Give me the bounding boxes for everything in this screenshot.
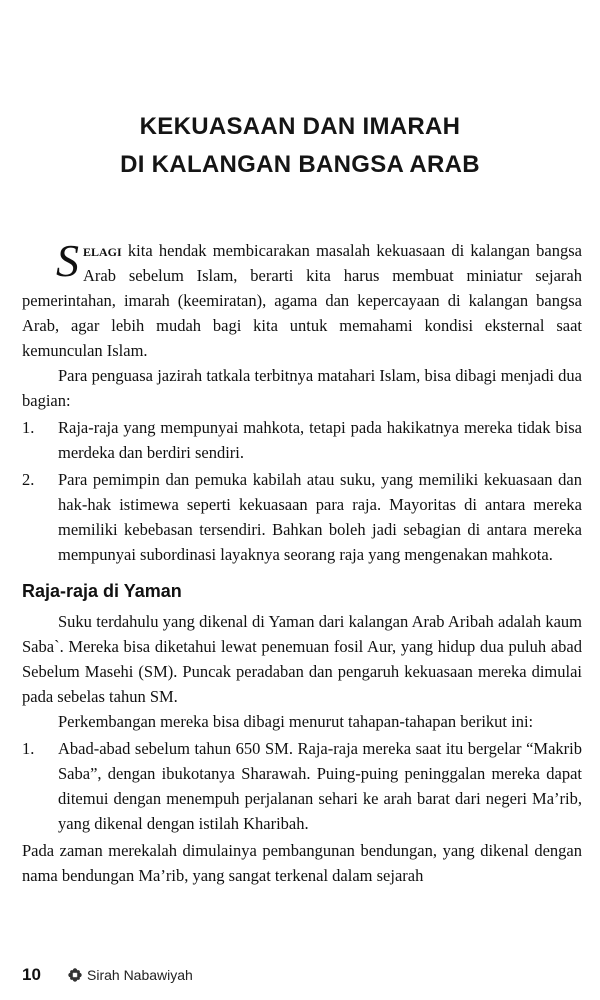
lead-word: elagi	[83, 241, 122, 260]
list-text: Para pemimpin dan pemuka kabilah atau suku, yang memiliki kekuasaan dan hak-hak istimewa seperti kekuasaan para raja. Mayoritas di antara mereka memiliki kebebasan tersendiri. Bahkan boleh jadi sebagian di antara mereka mempunyai subordinasi layaknya seorang raja yang mengenakan mahkota.	[58, 470, 582, 564]
list-item	[22, 467, 582, 567]
flower-ornament-icon	[68, 968, 82, 982]
list-text: Raja-raja yang mempunyai mahkota, tetapi pada hakikatnya mereka tidak bisa merdeka dan berdiri sendiri.	[58, 418, 582, 462]
page-body	[22, 235, 582, 888]
list-number: 2.	[22, 470, 35, 489]
list-number: 1.	[22, 739, 35, 758]
list-item	[22, 736, 582, 836]
paragraph-stages: Perkembangan mereka bisa dibagi menurut tahapan-tahapan berikut ini:	[58, 712, 534, 731]
intro-paragraph	[22, 235, 582, 363]
paragraph-rulers: Para penguasa jazirah tatkala terbitnya matahari Islam, bisa dibagi menjadi dua bagian:	[22, 366, 582, 410]
stages-list	[22, 736, 582, 836]
list-item	[22, 415, 582, 465]
chapter-title-line-2: DI KALANGAN BANGSA ARAB	[120, 151, 480, 178]
page-number: 10	[22, 965, 41, 984]
intro-text: kita hendak membicarakan masalah kekuasaan di kalangan bangsa Arab sebelum Islam, berarti kita harus membuat miniatur sejarah pemerintahan, imarah (keemiratan), agama dan kepercayaan di kalangan bangsa Arab, agar lebih mudah bagi kita untuk memahami kondisi eksternal saat kemunculan Islam.	[22, 241, 582, 360]
drop-cap: S	[56, 235, 79, 286]
paragraph-saba: Suku terdahulu yang dikenal di Yaman dari kalangan Arab Aribah adalah kaum Saba`. Mereka bisa diketahui lewat penemuan fosil Aur, yang hidup dua puluh abad Sebelum Masehi (SM). Puncak peradaban dan pengaruh kekuasaan mereka dimulai pada sebelas tahun SM.	[22, 612, 582, 706]
section-heading: Raja-raja di Yaman	[22, 581, 182, 601]
book-title: Sirah Nabawiyah	[87, 967, 193, 983]
paragraph-dam: Pada zaman merekalah dimulainya pembangunan bendungan, yang dikenal dengan nama bendungan Ma’rib, yang sangat terkenal dalam sejarah	[22, 841, 582, 885]
chapter-title	[0, 108, 600, 184]
chapter-title-line-1: KEKUASAAN DAN IMARAH	[139, 113, 461, 140]
list-number: 1.	[22, 418, 35, 437]
rulers-list	[22, 415, 582, 567]
page-footer	[22, 965, 582, 985]
list-text: Abad-abad sebelum tahun 650 SM. Raja-raja mereka saat itu bergelar “Makrib Saba”, dengan ibukotanya Sharawah. Puing-puing peninggalan mereka dapat ditemui dengan menempuh perjalanan sehari ke arah barat dari negeri Ma’rib, yang dikenal dengan istilah Kharibah.	[58, 739, 582, 833]
